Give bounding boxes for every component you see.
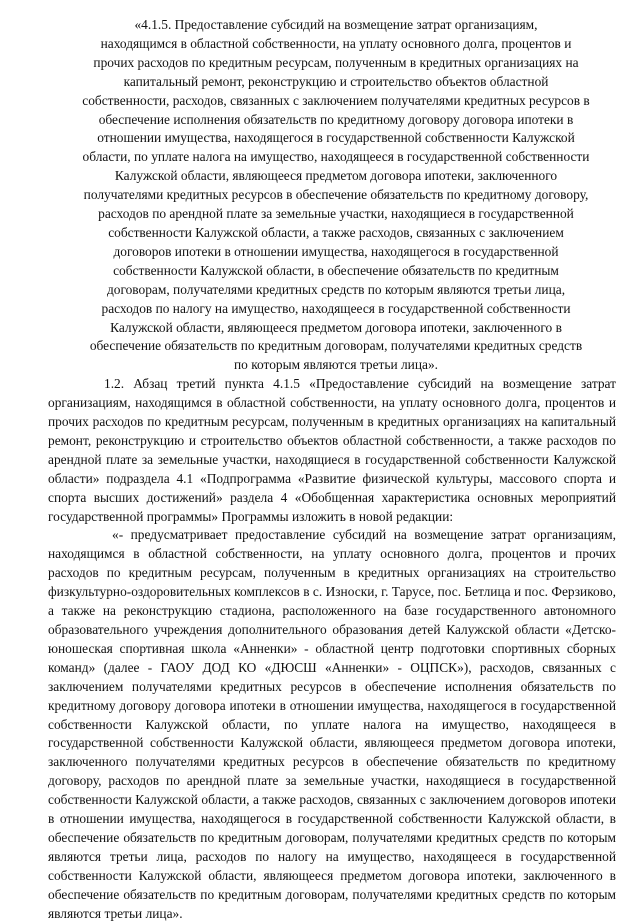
text-line: по которым являются третьи лица».: [233, 357, 438, 373]
text-line: капитальный ремонт, реконструкцию и строительство объектов областной: [123, 73, 549, 89]
text-line: прочих расходов по кредитным ресурсам, полученным в кредитных организациях на: [93, 54, 579, 70]
text-line: договорам, получателями кредитных средств по которым являются третьи лица,: [106, 281, 566, 297]
new-edition-paragraph: «- предусматривает предоставление субсидий на возмещение затрат организациям, находящимся в областной собственности, на уплату основного долга, процентов и прочих расходов по кредитным ресурсам, полученным в кредитных организациях на строительство физкультурно-оздоровительных комплексов в с. Износки, г. Тарусе, пос. Бетлица и пос. Ферзиково, а также на реконструкцию стадиона, расположенного на базе государственного автономного образовательного учреждения дополнительного образования детей Калужской области «Детско-юношеская спортивная школа «Анненки» - областной центр подготовки спортивных сборных команд» (далее - ГАОУ ДОД КО «ДЮСШ «Анненки» - ОЦПСК»), расходов, связанных с заключением получателями кредитных ресурсов в обеспечение исполнения обязательств по кредитному договору договора ипотеки в отношении имущества, находящегося в государственной собственности Калужской области, по уплате налога на имущество, находящееся в государственной собственности Калужской области, являющееся предметом договора ипотеки, заключенного получателями кредитных ресурсов в обеспечение обязательств по кредитному договору, расходов по арендной плате за земельные участки, находящиеся в государственной собственности Калужской области, а также расходов, связанных с заключением договоров ипотеки в отношении имущества, находящегося в государственной собственности Калужской области, в обеспечение обязательств по кредитным договорам, получателями кредитных средств по которым являются третьи лица, расходов по налогу на имущество, находящееся в государственной собственности Калужской области, являющееся предметом договора ипотеки, заключенного в обеспечение обязательств по кредитным договорам, получателями кредитных средств по которым являются третьи лица».: [48, 527, 616, 921]
text-line: области, по уплате налога на имущество, находящееся в государственной собственности: [82, 149, 590, 165]
text-line: расходов по арендной плате за земельные участки, находящиеся в государственной: [98, 206, 574, 222]
text-line: находящимся в областной собственности, на уплату основного долга, процентов и: [100, 35, 572, 51]
text-line: Калужской области, являющееся предметом договора ипотеки, заключенного в: [110, 319, 562, 335]
text-line: обеспечение исполнения обязательств по кредитному договору договора ипотеки в: [98, 111, 574, 127]
text-line: собственности Калужской области, в обеспечение обязательств по кредитным: [113, 262, 559, 278]
text-line: собственности, расходов, связанных с заключением получателями кредитных ресурсов в: [82, 92, 590, 108]
text-line: получателями кредитных ресурсов в обеспечение обязательств по кредитному договору,: [83, 187, 589, 203]
paragraph-1-2: 1.2. Абзац третий пункта 4.1.5 «Предоставление субсидий на возмещение затрат организациям, находящимся в областной собственности, на уплату основного долга, процентов и прочих расходов по кредитным ресурсам, полученным в кредитных организациях на капитальный ремонт, реконструкцию и строительство объектов областной собственности, а также расходов по арендной плате за земельные участки, находящиеся в государственной собственности Калужской области» подраздела 4.1 «Подпрограмма «Развитие физической культуры, массового спорта и спорта высших достижений» раздела 4 «Обобщенная характеристика основных мероприятий государственной программы» Программы изложить в новой редакции:: [48, 376, 616, 524]
text-line: расходов по налогу на имущество, находящееся в государственной собственности: [101, 300, 571, 316]
text-line: договоров ипотеки в отношении имущества, находящегося в государственной: [113, 243, 559, 259]
text-line: собственности Калужской области, а также расходов, связанных с заключением: [108, 224, 564, 240]
text-line: «4.1.5. Предоставление субсидий на возмещение затрат организациям,: [134, 17, 538, 32]
text-line: Калужской области, являющееся предметом договора ипотеки, заключенного: [114, 168, 558, 184]
text-line: обеспечение обязательств по кредитным договорам, получателями кредитных средств: [89, 338, 583, 354]
section-4-1-5-text: [48, 16, 616, 375]
text-line: отношении имущества, находящегося в государственной собственности Калужской: [97, 130, 575, 146]
